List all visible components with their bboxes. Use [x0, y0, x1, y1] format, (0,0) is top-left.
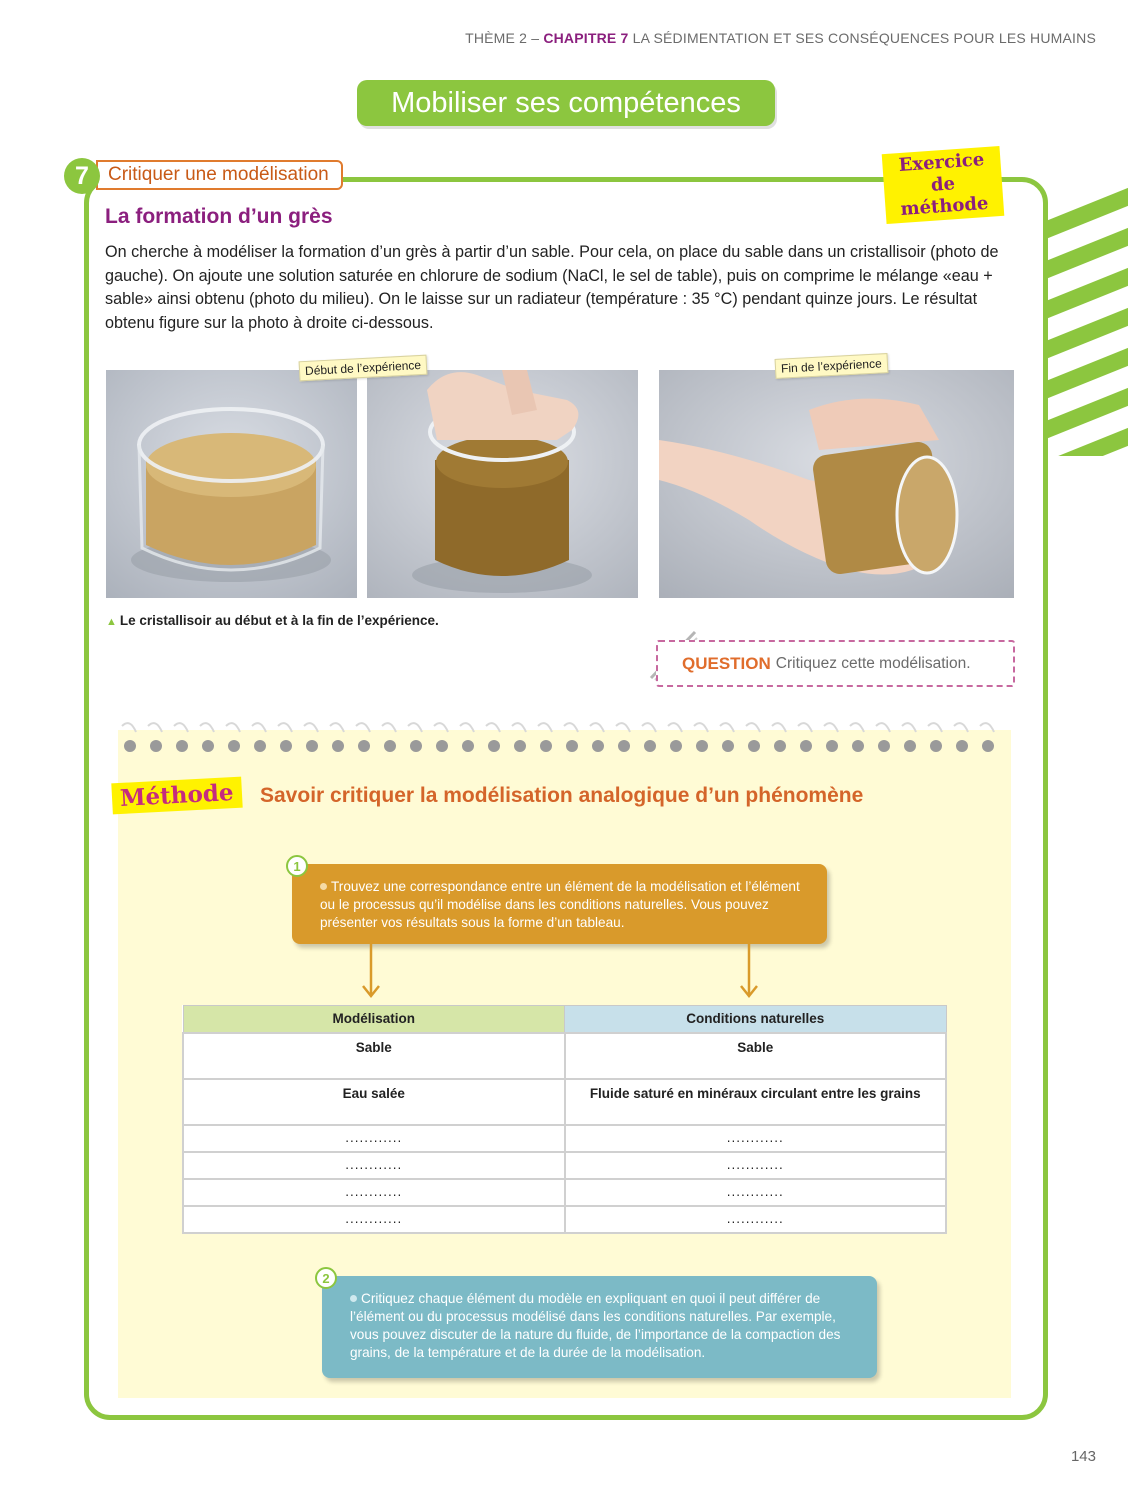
- table-row: [183, 1206, 946, 1233]
- table-cell: ............: [183, 1179, 565, 1206]
- page-number: 143: [1070, 1448, 1096, 1465]
- question-box: [656, 640, 1015, 687]
- table-cell: ............: [565, 1179, 947, 1206]
- photo-sand-dish: [106, 370, 357, 598]
- chapter-header: [465, 30, 1096, 46]
- step-2-number: 2: [315, 1267, 337, 1289]
- exercise-title: La formation d’un grès: [105, 205, 333, 228]
- notebook-rings: [118, 716, 1011, 756]
- methode-title: Savoir critiquer la modélisation analogique d’un phénomène: [260, 784, 864, 807]
- photo-compression: [367, 370, 638, 598]
- table-cell: ............: [565, 1125, 947, 1152]
- photo-label-end: Fin de l’expérience: [775, 353, 889, 379]
- table-cell: Sable: [183, 1033, 565, 1079]
- step-1-number: 1: [286, 855, 308, 877]
- table-row: [183, 1079, 946, 1125]
- question-text: Critiquez cette modélisation.: [775, 654, 971, 672]
- table-cell: ............: [183, 1206, 565, 1233]
- table-row: [183, 1033, 946, 1079]
- table-row: [183, 1125, 946, 1152]
- chapter-subject: LA SÉDIMENTATION ET SES CONSÉQUENCES POUR LES HUMAINS: [632, 30, 1096, 46]
- table-row: [183, 1179, 946, 1206]
- photo-caption: [106, 613, 439, 628]
- table-cell: Sable: [565, 1033, 947, 1079]
- methode-label: Méthode: [111, 777, 242, 815]
- table-cell: Fluide saturé en minéraux circulant entre les grains: [565, 1079, 947, 1125]
- step-1-text: Trouvez une correspondance entre un élément de la modélisation et l’élément ou le processus qu’il modélise dans les conditions naturelles. Vous pouvez présenter vos résultats sous la forme d’un tableau.: [320, 879, 800, 930]
- step-1-box: [292, 864, 827, 944]
- theme-label: THÈME 2 –: [465, 30, 540, 46]
- step-2-box: [322, 1276, 877, 1378]
- question-label: QUESTION: [682, 653, 771, 673]
- exercise-number: 7: [64, 158, 100, 194]
- correspondence-table: [182, 1005, 947, 1234]
- step-2-text: Critiquez chaque élément du modèle en expliquant en quoi il peut différer de l’élément ou du processus modélisé dans les conditions naturelles. Par exemple, vous pouvez discuter de la nature du fluide, de l’importance de la compaction des grains, de la température et de la durée de la modélisation.: [350, 1291, 841, 1360]
- triangle-icon: ▲: [106, 616, 117, 628]
- table-cell: ............: [565, 1206, 947, 1233]
- caption-text: Le cristallisoir au début et à la fin de l’expérience.: [119, 613, 439, 628]
- decorative-stripes: [1044, 176, 1128, 456]
- exercise-tag: Critiquer une modélisation: [96, 160, 343, 190]
- exercise-type-line1: Exercice: [897, 149, 985, 177]
- photo-result-hand: [659, 370, 1014, 598]
- exercise-type-label: [882, 146, 1005, 224]
- chapter-label: CHAPITRE 7: [543, 30, 629, 46]
- table-cell: ............: [565, 1152, 947, 1179]
- table-header-conditions: Conditions naturelles: [565, 1006, 947, 1033]
- exercise-intro: On cherche à modéliser la formation d’un grès à partir d’un sable. Pour cela, on place du sable dans un cristallisoir (photo de gauche). On ajoute une solution saturée en chlorure de sodium (NaCl, le sel de table), puis on comprime le mélange «eau + sable» ainsi obtenu (photo du milieu). On le laisse sur un radiateur (température : 35 °C) pendant quinze jours. Le résultat obtenu figure sur la photo à droite ci-dessous.: [105, 243, 999, 332]
- bullet-icon: [320, 883, 327, 890]
- table-cell: ............: [183, 1125, 565, 1152]
- down-arrows-icon: [355, 944, 775, 1000]
- table-row: [183, 1152, 946, 1179]
- table-header-modelisation: Modélisation: [183, 1006, 565, 1033]
- photo-label-start: Début de l’expérience: [299, 355, 428, 382]
- section-banner: Mobiliser ses compétences: [357, 80, 775, 126]
- exercise-type-line2: de méthode: [899, 173, 990, 220]
- table-cell: Eau salée: [183, 1079, 565, 1125]
- bullet-icon: [350, 1295, 357, 1302]
- table-cell: ............: [183, 1152, 565, 1179]
